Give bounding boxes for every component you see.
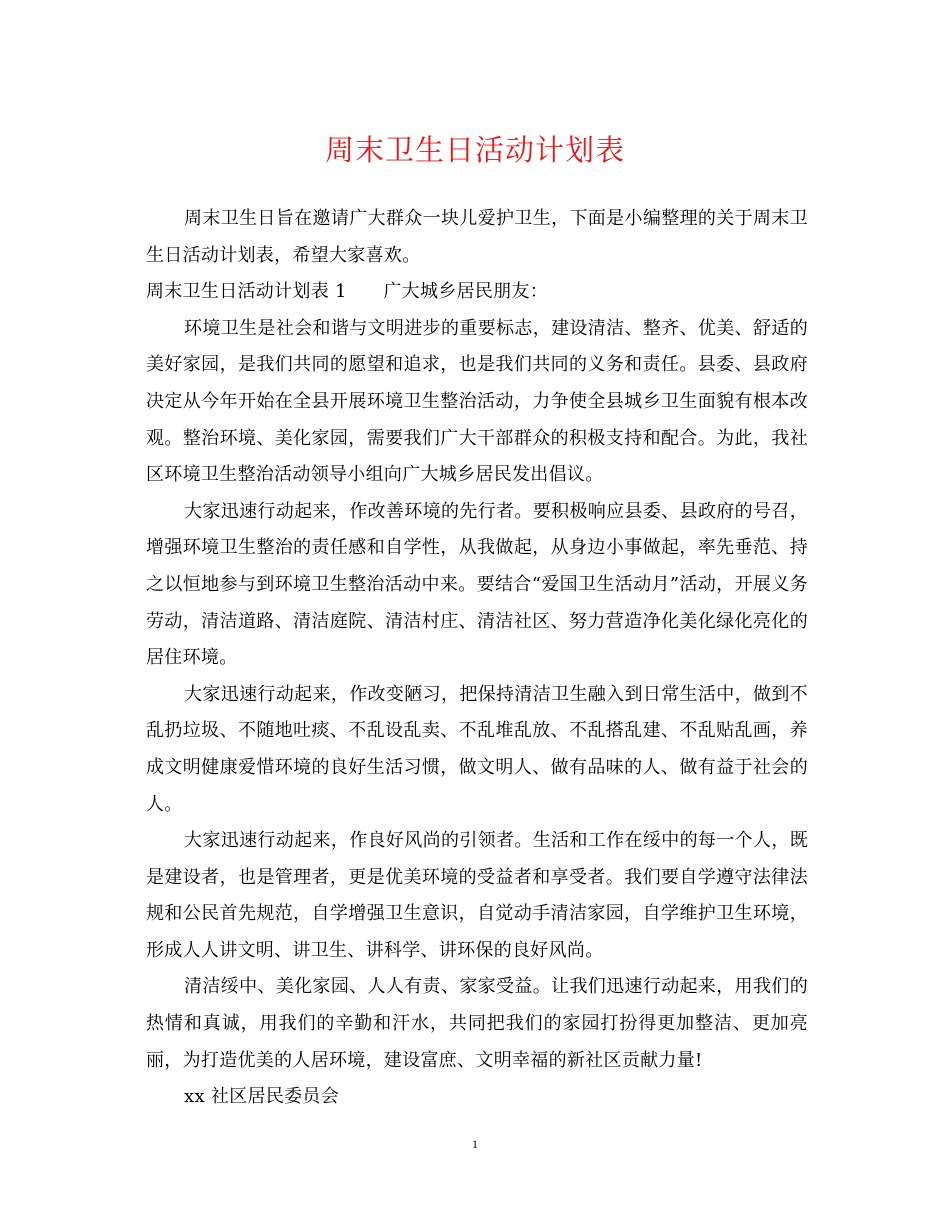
document-body — [146, 201, 808, 1116]
body-paragraph-2: 大家迅速行动起来，作改善环境的先行者。要积极响应县委、县政府的号召，增强环境卫生整治的责任感和自学性，从我做起，从身边小事做起，率先垂范、持之以恒地参与到环境卫生整治活动中来。要结合“爱国卫生活动月”活动，开展义务劳动，清洁道路、清洁庭院、清洁村庄、清洁社区、努力营造净化美化绿化亮化的居住环境。 — [146, 500, 808, 669]
page-number: 1 — [472, 1137, 478, 1151]
signature-line: xx 社区居民委员会 — [184, 1086, 340, 1108]
section-heading-line: 周末卫生日活动计划表 1 广大城乡居民朋友： — [146, 281, 549, 303]
document-title: 周末卫生日活动计划表 — [324, 133, 625, 167]
body-paragraph-5: 清洁绥中、美化家园、人人有责、家家受益。让我们迅速行动起来，用我们的热情和真诚，用我们的辛勤和汗水，共同把我们的家园打扮得更加整洁、更加亮丽，为打造优美的人居环境，建设富庶、文明幸福的新社区贡献力量! — [146, 976, 808, 1071]
intro-paragraph: 周末卫生日旨在邀请广大群众一块儿爱护卫生，下面是小编整理的关于周末卫生日活动计划表，希望大家喜欢。 — [146, 208, 808, 266]
body-paragraph-1: 环境卫生是社会和谐与文明进步的重要标志，建设清洁、整齐、优美、舒适的美好家园，是我们共同的愿望和追求，也是我们共同的义务和责任。县委、县政府决定从今年开始在全县开展环境卫生整治活动，力争使全县城乡卫生面貌有根本改观。整治环境、美化家园，需要我们广大干部群众的积极支持和配合。为此，我社区环境卫生整治活动领导小组向广大城乡居民发出倡议。 — [146, 317, 808, 486]
body-paragraph-4: 大家迅速行动起来，作良好风尚的引领者。生活和工作在绥中的每一个人，既是建设者，也是管理者，更是优美环境的受益者和享受者。我们要自学遵守法律法规和公民首先规范，自学增强卫生意识，自觉动手清洁家园，自学维护卫生环境，形成人人讲文明、讲卫生、讲科学、讲环保的良好风尚。 — [146, 830, 808, 961]
body-paragraph-3: 大家迅速行动起来，作改变陋习，把保持清洁卫生融入到日常生活中，做到不乱扔垃圾、不随地吐痰、不乱设乱卖、不乱堆乱放、不乱搭乱建、不乱贴乱画，养成文明健康爱惜环境的良好生活习惯，做文明人、做有品味的人、做有益于社会的人。 — [146, 683, 808, 815]
